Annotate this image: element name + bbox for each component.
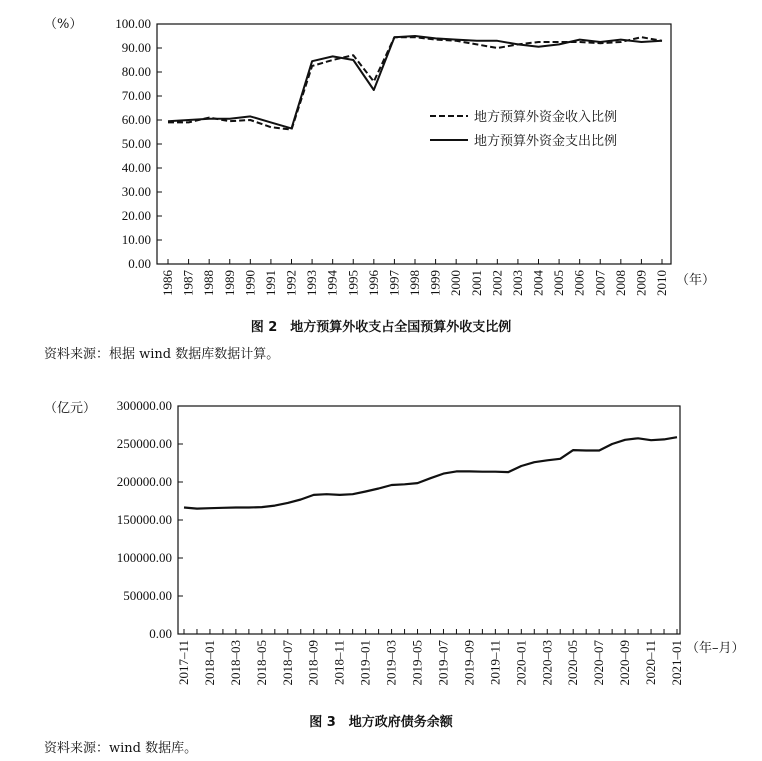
- x-tick-label: 2020–09: [617, 640, 633, 686]
- x-tick-label: 2020–05: [565, 640, 581, 686]
- x-tick-label: 1997: [386, 270, 402, 296]
- chart2-plot-frame: [178, 406, 680, 634]
- y-tick-label: 100000.00: [116, 550, 172, 565]
- x-tick-label: 2018–07: [279, 640, 295, 686]
- x-tick-label: 1990: [242, 270, 258, 296]
- y-tick-label: 50000.00: [123, 588, 172, 603]
- x-tick-label: 2019–11: [487, 640, 503, 686]
- x-tick-label: 2017–11: [176, 640, 191, 686]
- y-tick-label: 300000.00: [116, 398, 172, 413]
- chart-2: [44, 398, 745, 756]
- x-tick-label: 2009: [633, 270, 649, 296]
- x-tick-label: 1992: [283, 270, 299, 296]
- chart1-x-unit: （年）: [676, 273, 716, 288]
- x-tick-label: 1986: [160, 270, 175, 296]
- x-tick-label: 2002: [489, 270, 505, 296]
- x-tick-label: 2020–01: [513, 640, 529, 686]
- y-tick-label: 40.00: [121, 160, 151, 175]
- x-tick-label: 2006: [571, 270, 587, 296]
- y-tick-label: 200000.00: [116, 474, 172, 489]
- y-tick-label: 50.00: [121, 136, 151, 151]
- y-tick-label: 0.00: [128, 256, 151, 271]
- y-tick-label: 30.00: [121, 184, 151, 199]
- x-tick-label: 2019–07: [435, 640, 451, 686]
- chart2-y-unit: （亿元）: [44, 401, 97, 416]
- x-tick-label: 2018–11: [331, 640, 347, 686]
- x-tick-label: 2001: [468, 270, 484, 296]
- x-tick-label: 1987: [180, 270, 196, 296]
- chart-1: [44, 16, 715, 362]
- chart2-source: 资料来源：wind 数据库。: [44, 741, 198, 756]
- legend-label-revenue: 地方预算外资金收入比例: [474, 110, 618, 125]
- x-tick-label: 1993: [304, 270, 320, 296]
- y-tick-label: 20.00: [121, 208, 151, 223]
- x-tick-label: 2019–05: [409, 640, 425, 686]
- y-tick-label: 0.00: [149, 626, 172, 641]
- chart1-y-unit: （%）: [44, 17, 83, 32]
- x-tick-label: 2000: [448, 270, 464, 296]
- chart2-x-unit: （年–月）: [686, 641, 745, 656]
- y-tick-label: 150000.00: [116, 512, 172, 527]
- chart2-caption: 图 3 地方政府债务余额: [309, 715, 453, 730]
- x-tick-label: 2018–09: [305, 640, 321, 686]
- x-tick-label: 2019–09: [461, 640, 477, 686]
- chart2-y-axis: [117, 398, 183, 641]
- x-tick-label: 2019–01: [357, 640, 373, 686]
- x-tick-label: 1995: [345, 270, 361, 296]
- y-tick-label: 250000.00: [116, 436, 172, 451]
- x-tick-label: 1996: [365, 270, 381, 296]
- x-tick-label: 2018–05: [253, 640, 269, 686]
- x-tick-label: 2021–01: [669, 640, 684, 686]
- chart1-y-axis: [115, 16, 162, 271]
- x-tick-label: 2005: [551, 270, 567, 296]
- chart1-caption: 图 2 地方预算外收支占全国预算外收支比例: [250, 320, 512, 335]
- x-tick-label: 2020–03: [539, 640, 555, 686]
- x-tick-label: 2010: [654, 270, 669, 296]
- chart2-x-axis: [176, 629, 684, 686]
- x-tick-label: 2007: [592, 270, 608, 296]
- series-line-debt-balance: [184, 437, 677, 508]
- y-tick-label: 80.00: [121, 64, 151, 79]
- x-tick-label: 2019–03: [383, 640, 399, 686]
- x-tick-label: 2008: [612, 270, 628, 296]
- chart1-legend: [430, 109, 617, 149]
- x-tick-label: 1989: [221, 270, 237, 296]
- y-tick-label: 90.00: [121, 40, 151, 55]
- x-tick-label: 1999: [427, 270, 443, 296]
- chart1-source: 资料来源：根据 wind 数据库数据计算。: [44, 347, 280, 362]
- x-tick-label: 1991: [262, 270, 278, 296]
- x-tick-label: 2004: [530, 270, 546, 296]
- x-tick-label: 2003: [509, 270, 525, 296]
- x-tick-label: 2020–07: [591, 640, 607, 686]
- x-tick-label: 2018–01: [201, 640, 217, 686]
- y-tick-label: 100.00: [115, 16, 151, 31]
- y-tick-label: 70.00: [121, 88, 151, 103]
- legend-label-expenditure: 地方预算外资金支出比例: [474, 134, 618, 149]
- x-tick-label: 2018–03: [227, 640, 243, 686]
- x-tick-label: 2020–11: [643, 640, 659, 686]
- x-tick-label: 1998: [407, 270, 422, 296]
- x-tick-label: 1994: [324, 270, 340, 296]
- x-tick-label: 1988: [201, 270, 217, 296]
- chart2-series-lines: [184, 437, 677, 508]
- y-tick-label: 10.00: [121, 232, 151, 247]
- y-tick-label: 60.00: [121, 112, 151, 127]
